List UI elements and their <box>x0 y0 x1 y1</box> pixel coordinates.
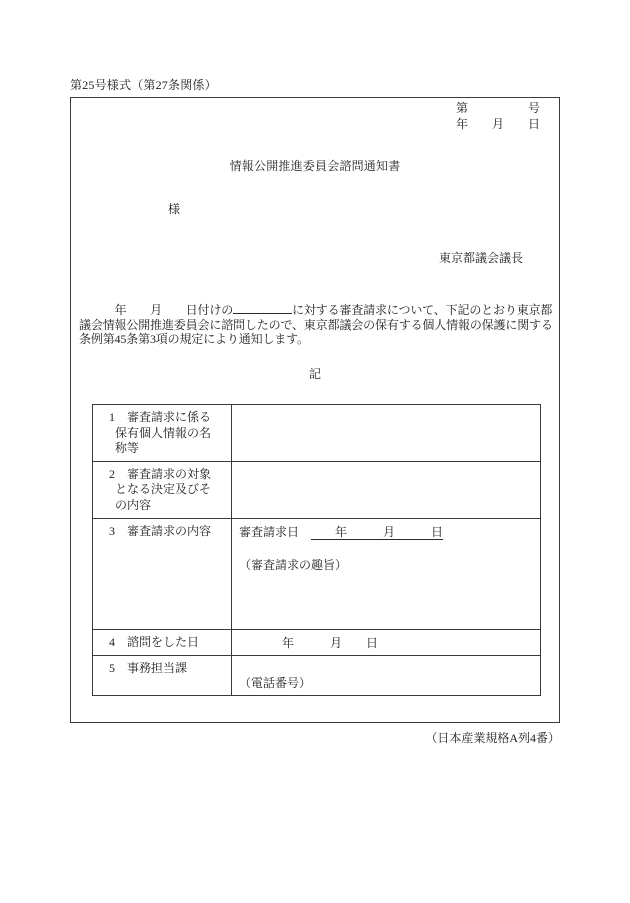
form-title: 情報公開推進委員会諮問通知書 <box>229 159 401 173</box>
row5-value-field <box>232 655 541 695</box>
jis-size-note: （日本産業規格A列4番） <box>425 731 560 745</box>
row1-value-field <box>232 405 541 462</box>
date-month-label: 月 <box>491 116 504 131</box>
date-year-label: 年 <box>456 116 469 131</box>
phone-number-label: （電話番号） <box>239 675 312 690</box>
letterhead <box>456 101 540 132</box>
body-line-3: 条例第45条第3項の規定により通知します。 <box>79 332 309 347</box>
body-line-1 <box>79 303 557 318</box>
table-row-4 <box>93 629 541 655</box>
section-marker: 記 <box>308 367 321 381</box>
request-target-blank <box>233 303 292 314</box>
row3-value-field <box>232 518 541 629</box>
request-date-blank: 年 月 日 <box>311 524 444 539</box>
table-row-1 <box>93 405 541 462</box>
table-row-3 <box>93 518 541 629</box>
items-table <box>92 404 541 696</box>
purport-label: （審査請求の趣旨） <box>239 557 348 572</box>
date-day-label: 日 <box>527 116 540 131</box>
body-line1-rest: に対する審査請求について、下記のとおり東京都 <box>292 303 553 317</box>
row2-label: 2 審査請求の対象となる決定及びその内容 <box>93 461 232 518</box>
request-date-label: 審査請求日 <box>239 524 300 539</box>
body-paragraph <box>79 303 557 347</box>
row4-label: 4 諮問をした日 <box>93 629 232 655</box>
addressee-honorific: 様 <box>168 202 181 216</box>
body-line1-date-part: 年 月 日付けの <box>79 303 234 317</box>
body-line-2: 議会情報公開推進委員会に諮問したので、東京都議会の保有する個人情報の保護に関する <box>79 317 553 332</box>
doc-number-line <box>456 101 540 117</box>
sender-title: 東京都議会議長 <box>438 251 523 265</box>
table-row-2 <box>93 461 541 518</box>
form-style-label: 第25号様式（第27条関係） <box>70 78 217 92</box>
doc-date-line <box>456 117 540 133</box>
row2-value-field <box>232 461 541 518</box>
request-date-line <box>239 525 533 540</box>
row3-label: 3 審査請求の内容 <box>93 518 232 629</box>
row5-label: 5 事務担当課 <box>93 655 232 695</box>
doc-number-suffix: 号 <box>527 101 540 115</box>
row4-value-field: 年 月 日 <box>232 629 541 655</box>
doc-number-prefix: 第 <box>456 101 469 115</box>
notice-box <box>70 97 560 723</box>
table-row-5 <box>93 655 541 695</box>
row1-label: 1 審査請求に係る保有個人情報の名称等 <box>93 405 232 462</box>
